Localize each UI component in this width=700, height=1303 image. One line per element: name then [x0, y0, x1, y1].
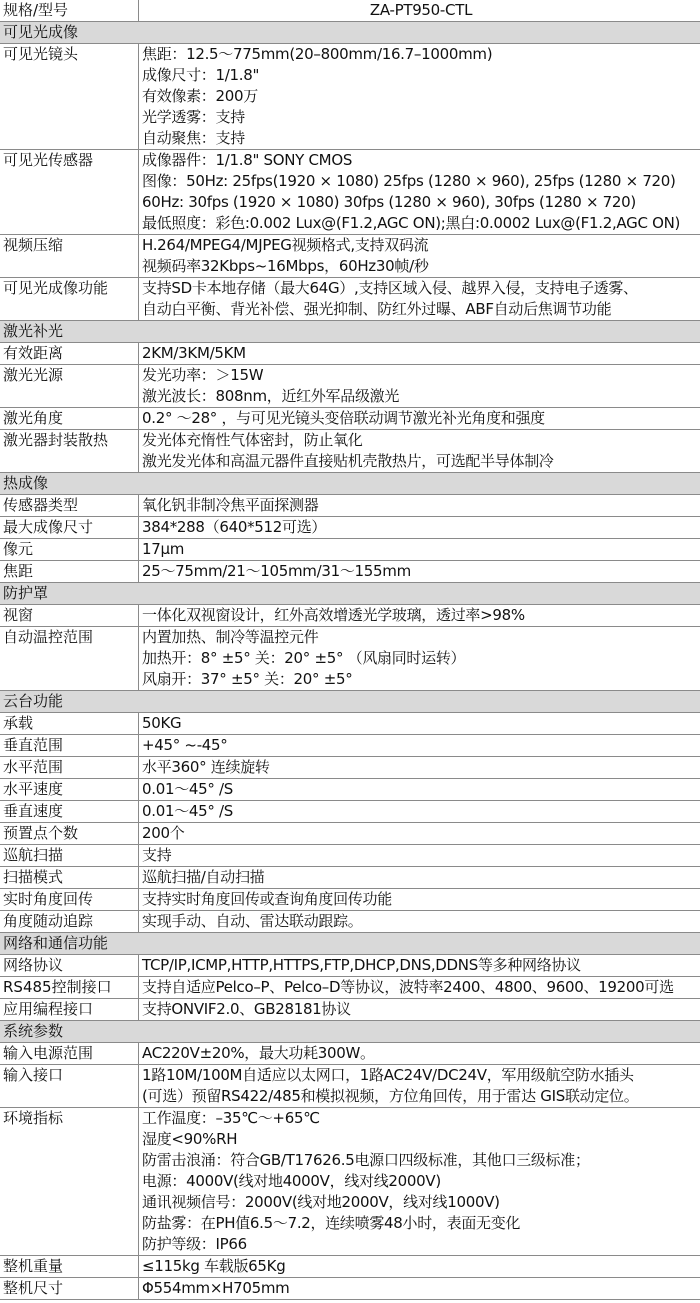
- spec-label: 可见光传感器: [0, 150, 139, 234]
- spec-label: 应用编程接口: [0, 999, 139, 1020]
- spec-value-line: 支持SD卡本地存储（最大64G）,支持区域入侵、越界入侵，支持电子透雾、: [142, 279, 638, 297]
- spec-value-line: 通讯视频信号：2000V(线对地2000V，线对线1000V): [142, 1193, 500, 1211]
- spec-label: 视窗: [0, 605, 139, 626]
- spec-value-line: 光学透雾：支持: [142, 108, 245, 126]
- spec-label: 激光角度: [0, 408, 139, 429]
- spec-value: [139, 801, 700, 822]
- spec-value: [139, 278, 700, 320]
- spec-value-line: AC220V±20%，最大功耗300W。: [142, 1044, 375, 1062]
- spec-row: [0, 517, 700, 539]
- spec-row: [0, 343, 700, 365]
- spec-value-line: 巡航扫描/自动扫描: [142, 868, 265, 886]
- spec-row: [0, 823, 700, 845]
- spec-value-line: 焦距：12.5～775mm(20–800mm/16.7–1000mm): [142, 45, 493, 63]
- spec-label: 垂直范围: [0, 735, 139, 756]
- spec-value-line: TCP/IP,ICMP,HTTP,HTTPS,FTP,DHCP,DNS,DDNS等多种网络协议: [142, 956, 581, 974]
- spec-value-line: 2KM/3KM/5KM: [142, 344, 246, 362]
- spec-value-line: 60Hz: 30fps (1920 × 1080) 30fps (1280 × 960), 30fps (1280 × 720): [142, 193, 636, 211]
- spec-value-line: 防护等级：IP66: [142, 1235, 247, 1253]
- spec-label: 最大成像尺寸: [0, 517, 139, 538]
- spec-row: [0, 955, 700, 977]
- spec-row: [0, 977, 700, 999]
- spec-row: [0, 495, 700, 517]
- spec-value-line: 发光功率：＞15W: [142, 366, 264, 384]
- spec-label: 角度随动追踪: [0, 911, 139, 932]
- header-row: [0, 0, 700, 22]
- spec-row: [0, 44, 700, 150]
- spec-value: [139, 823, 700, 844]
- spec-row: [0, 1108, 700, 1256]
- spec-label: 网络协议: [0, 955, 139, 976]
- spec-row: [0, 605, 700, 627]
- spec-value-line: H.264/MPEG4/MJPEG视频格式,支持双码流: [142, 236, 429, 254]
- spec-value-line: 工作温度：–35℃～+65℃: [142, 1109, 320, 1127]
- spec-value-line: 支持实时角度回传或查询角度回传功能: [142, 890, 392, 908]
- spec-row: [0, 278, 700, 321]
- spec-value: [139, 561, 700, 582]
- spec-label: 垂直速度: [0, 801, 139, 822]
- spec-label: 承载: [0, 713, 139, 734]
- spec-row: [0, 757, 700, 779]
- spec-value: [139, 539, 700, 560]
- spec-value: [139, 343, 700, 364]
- spec-value: [139, 605, 700, 626]
- spec-row: [0, 1256, 700, 1278]
- spec-label: 自动温控范围: [0, 627, 139, 690]
- spec-label: 水平速度: [0, 779, 139, 800]
- spec-row: [0, 867, 700, 889]
- spec-value-line: 氧化钒非制冷焦平面探测器: [142, 496, 319, 514]
- header-label: 规格/型号: [0, 0, 139, 21]
- section-header: 网络和通信功能: [0, 933, 700, 955]
- spec-label: 扫描模式: [0, 867, 139, 888]
- section-header: 可见光成像: [0, 22, 700, 44]
- spec-value: [139, 627, 700, 690]
- spec-value: [139, 889, 700, 910]
- spec-label: 预置点个数: [0, 823, 139, 844]
- spec-value-line: 384*288（640*512可选）: [142, 518, 327, 536]
- spec-row: [0, 1278, 700, 1300]
- spec-row: [0, 150, 700, 235]
- spec-value: [139, 1256, 700, 1277]
- spec-value: [139, 977, 700, 998]
- spec-label: 环境指标: [0, 1108, 139, 1255]
- spec-label: 实时角度回传: [0, 889, 139, 910]
- spec-value: [139, 757, 700, 778]
- spec-value: [139, 1108, 700, 1255]
- section-header: 热成像: [0, 473, 700, 495]
- spec-value: [139, 1043, 700, 1064]
- spec-value-line: 50KG: [142, 714, 182, 732]
- spec-value-line: 0.01～45° /S: [142, 780, 234, 798]
- spec-value-line: 200个: [142, 824, 185, 842]
- spec-row: [0, 365, 700, 408]
- spec-value-line: 电源：4000V(线对地4000V，线对线2000V): [142, 1172, 441, 1190]
- spec-value: [139, 999, 700, 1020]
- spec-value-line: 视频码率32Kbps~16Mbps，60Hz30帧/秒: [142, 257, 429, 275]
- model-value: ZA-PT950-CTL: [369, 1, 473, 19]
- spec-label: 水平范围: [0, 757, 139, 778]
- spec-row: [0, 779, 700, 801]
- spec-value-line: 发光体充惰性气体密封，防止氧化: [142, 431, 363, 449]
- spec-label: 传感器类型: [0, 495, 139, 516]
- spec-value-line: +45° ~-45°: [142, 736, 228, 754]
- spec-value-line: 25～75mm/21～105mm/31～155mm: [142, 562, 411, 580]
- spec-value: [139, 779, 700, 800]
- spec-label: 整机重量: [0, 1256, 139, 1277]
- spec-value: [139, 1278, 700, 1299]
- spec-value-line: 图像：50Hz: 25fps(1920 × 1080) 25fps (1280 × 960), 25fps (1280 × 720): [142, 172, 676, 190]
- spec-value: [139, 911, 700, 932]
- spec-row: [0, 801, 700, 823]
- spec-row: [0, 408, 700, 430]
- spec-value-line: Φ554mm×H705mm: [142, 1279, 290, 1297]
- spec-value-line: 激光发光体和高温元器件直接贴机壳散热片，可选配半导体制冷: [142, 452, 554, 470]
- spec-value-line: 防雷击浪涌：符合GB/T17626.5电源口四级标准，其他口三级标准；: [142, 1151, 590, 1169]
- spec-row: [0, 561, 700, 583]
- section-header: 防护罩: [0, 583, 700, 605]
- spec-value-line: 有效像素：200万: [142, 87, 258, 105]
- spec-value-line: 加热开：8° ±5° 关：20° ±5° （风扇同时运转）: [142, 649, 466, 667]
- spec-label: 有效距离: [0, 343, 139, 364]
- spec-row: [0, 845, 700, 867]
- spec-value: [139, 44, 700, 149]
- spec-row: [0, 1065, 700, 1108]
- spec-row: [0, 911, 700, 933]
- spec-value: [139, 408, 700, 429]
- spec-value-line: 0.01～45° /S: [142, 802, 234, 820]
- spec-label: 可见光成像功能: [0, 278, 139, 320]
- spec-label: 视频压缩: [0, 235, 139, 277]
- spec-value-line: 风扇开：37° ±5° 关：20° ±5°: [142, 670, 353, 688]
- spec-label: 输入接口: [0, 1065, 139, 1107]
- spec-value-line: 激光波长：808nm，近红外军品级激光: [142, 387, 400, 405]
- section-header: 云台功能: [0, 691, 700, 713]
- spec-value-line: 1路10M/100M自适应以太网口，1路AC24V/DC24V，军用级航空防水插头: [142, 1066, 634, 1084]
- spec-row: [0, 713, 700, 735]
- spec-value-line: 内置加热、制冷等温控元件: [142, 628, 319, 646]
- spec-row: [0, 430, 700, 473]
- spec-value-line: 支持自适应Pelco–P、Pelco–D等协议，波特率2400、4800、9600、19200可选: [142, 978, 674, 996]
- spec-row: [0, 1043, 700, 1065]
- spec-value-line: 防盐雾：在PH值6.5～7.2，连续喷雾48小时，表面无变化: [142, 1214, 521, 1232]
- spec-value-line: 17μm: [142, 540, 185, 558]
- spec-label: 可见光镜头: [0, 44, 139, 149]
- spec-value-line: 成像器件：1/1.8" SONY CMOS: [142, 151, 353, 169]
- spec-value-line: 成像尺寸：1/1.8": [142, 66, 260, 84]
- spec-value-line: 最低照度：彩色:0.002 Lux@(F1.2,AGC ON);黑白:0.0002 Lux@(F1.2,AGC ON): [142, 214, 681, 232]
- spec-value: [139, 867, 700, 888]
- spec-value: [139, 713, 700, 734]
- spec-value-line: 自动白平衡、背光补偿、强光抑制、防红外过曝、ABF自动后焦调节功能: [142, 300, 612, 318]
- spec-value: [139, 365, 700, 407]
- spec-label: 像元: [0, 539, 139, 560]
- section-header: 激光补光: [0, 321, 700, 343]
- spec-value: [139, 495, 700, 516]
- spec-row: [0, 889, 700, 911]
- spec-value: [139, 1065, 700, 1107]
- spec-label: 整机尺寸: [0, 1278, 139, 1299]
- spec-row: [0, 999, 700, 1021]
- spec-label: 焦距: [0, 561, 139, 582]
- spec-label: RS485控制接口: [0, 977, 139, 998]
- spec-row: [0, 235, 700, 278]
- spec-value: [139, 150, 700, 234]
- spec-value-line: 支持ONVIF2.0、GB28181协议: [142, 1000, 351, 1018]
- spec-row: [0, 539, 700, 561]
- spec-row: [0, 735, 700, 757]
- spec-value: [139, 955, 700, 976]
- spec-value-line: 水平360° 连续旋转: [142, 758, 270, 776]
- spec-value-line: (可选）预留RS422/485和模拟视频，方位角回传，用于雷达 GIS联动定位。: [142, 1087, 639, 1105]
- spec-value-line: ≤115kg 车载版65Kg: [142, 1257, 286, 1275]
- spec-label: 输入电源范围: [0, 1043, 139, 1064]
- spec-row: [0, 627, 700, 691]
- spec-value: [139, 517, 700, 538]
- spec-value-line: 一体化双视窗设计，红外高效增透光学玻璃，透过率>98%: [142, 606, 525, 624]
- spec-label: 激光器封装散热: [0, 430, 139, 472]
- spec-value: [139, 735, 700, 756]
- spec-value-line: 0.2° ～28° ，与可见光镜头变倍联动调节激光补光角度和强度: [142, 409, 545, 427]
- spec-value-line: 实现手动、自动、雷达联动跟踪。: [142, 912, 363, 930]
- spec-value: [139, 845, 700, 866]
- spec-value-line: 湿度<90%RH: [142, 1130, 238, 1148]
- spec-value: [139, 430, 700, 472]
- spec-value: [139, 235, 700, 277]
- spec-value-line: 自动聚焦：支持: [142, 129, 245, 147]
- spec-label: 巡航扫描: [0, 845, 139, 866]
- spec-label: 激光光源: [0, 365, 139, 407]
- spec-value-line: 支持: [142, 846, 172, 864]
- section-header: 系统参数: [0, 1021, 700, 1043]
